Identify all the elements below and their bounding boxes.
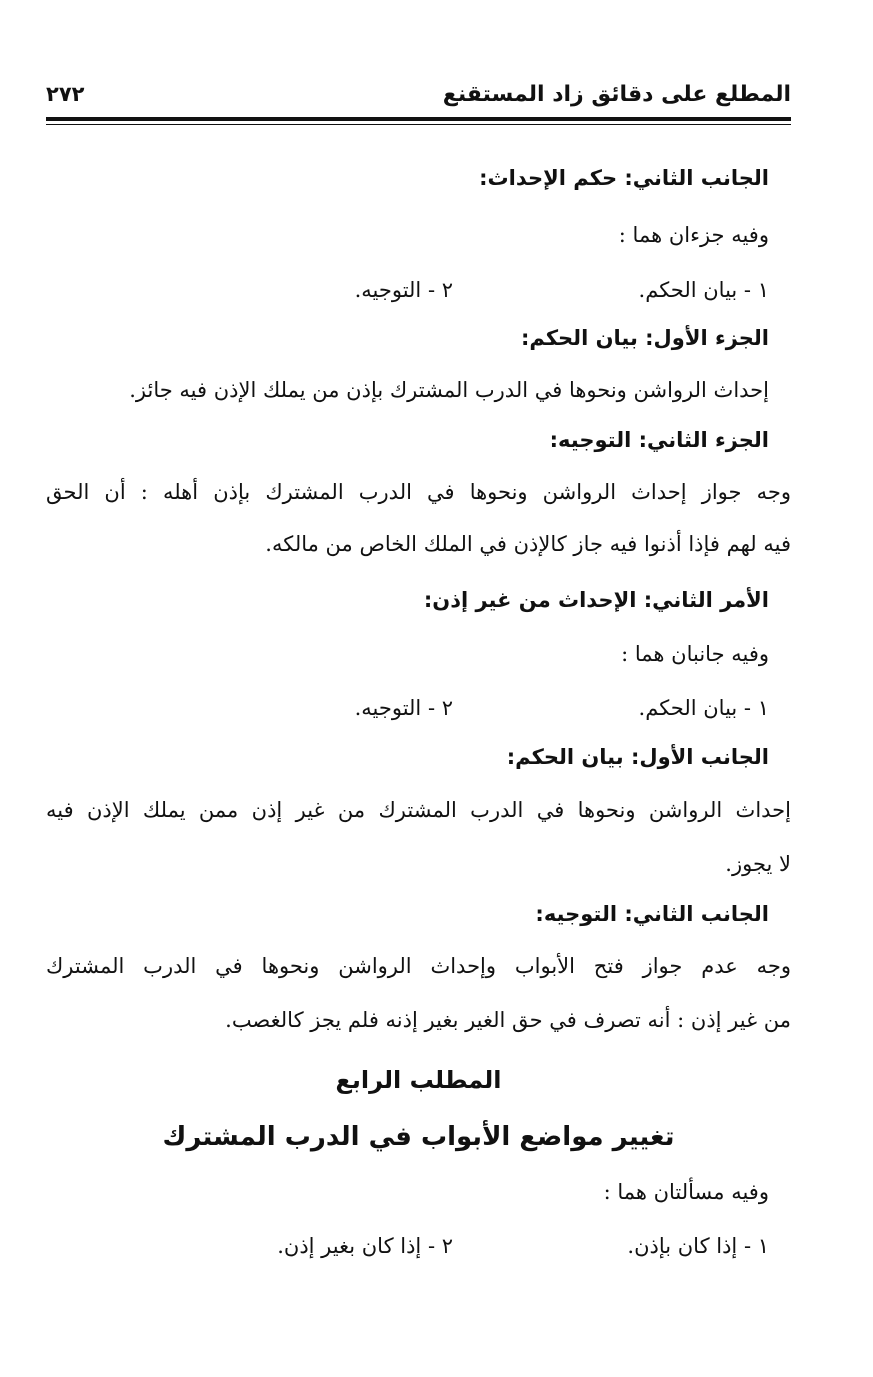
paragraph-ruling-permitted: إحداث الرواشن ونحوها في الدرب المشترك بإذن من يملك الإذن فيه جائز.	[129, 378, 769, 402]
list-parts-2	[209, 696, 769, 720]
paragraph-ruling-forbidden-line2: لا يجوز.	[725, 852, 791, 876]
header-rule-thin	[46, 124, 791, 125]
section-subtitle: تغيير مواضع الأبواب في الدرب المشترك	[162, 1122, 675, 1152]
book-title: المطلع على دقائق زاد المستقنع	[442, 82, 791, 107]
heading-part-one: الجزء الأول: بيان الحكم:	[520, 326, 769, 350]
heading-aspect-one: الجانب الأول: بيان الحكم:	[506, 745, 769, 769]
list-item: ٢ - إذا كان بغير إذن.	[277, 1234, 453, 1258]
list-item: ٢ - التوجيه.	[354, 696, 453, 720]
paragraph-reasoning-line2: من غير إذن : أنه تصرف في حق الغير بغير إذنه فلم يجز كالغصب.	[225, 1008, 791, 1032]
intro-two-issues: وفيه مسألتان هما :	[603, 1180, 769, 1204]
section-title: المطلب الرابع	[335, 1066, 502, 1094]
paragraph-justification-line1: وجه جواز إحداث الرواشن ونحوها في الدرب المشترك بإذن أهله : أن الحق	[46, 480, 791, 504]
header-rule-thick	[46, 117, 791, 121]
intro-two-aspects: وفيه جانبان هما :	[621, 642, 769, 666]
paragraph-justification-line2: فيه لهم فإذا أذنوا فيه جاز كالإذن في الملك الخاص من مالكه.	[265, 532, 791, 556]
list-item: ١ - بيان الحكم.	[638, 696, 769, 720]
paragraph-ruling-forbidden-line1: إحداث الرواشن ونحوها في الدرب المشترك من غير إذن ممن يملك الإذن فيه	[46, 798, 791, 822]
heading-aspect-two: الجانب الثاني: التوجيه:	[535, 902, 769, 926]
heading-part-two: الجزء الثاني: التوجيه:	[549, 428, 769, 452]
page-number: ٢٧٢	[46, 82, 85, 106]
paragraph-reasoning-line1: وجه عدم جواز فتح الأبواب وإحداث الرواشن ونحوها في الدرب المشترك	[46, 954, 791, 978]
list-item: ١ - إذا كان بإذن.	[627, 1234, 769, 1258]
intro-two-parts: وفيه جزءان هما :	[618, 223, 769, 247]
heading-second-matter: الأمر الثاني: الإحداث من غير إذن:	[423, 588, 769, 612]
heading-ruling-aspect: الجانب الثاني: حكم الإحداث:	[479, 166, 769, 190]
list-parts-1	[209, 278, 769, 302]
list-issues	[209, 1234, 769, 1258]
list-item: ٢ - التوجيه.	[354, 278, 453, 302]
running-header	[46, 80, 791, 114]
list-item: ١ - بيان الحكم.	[638, 278, 769, 302]
